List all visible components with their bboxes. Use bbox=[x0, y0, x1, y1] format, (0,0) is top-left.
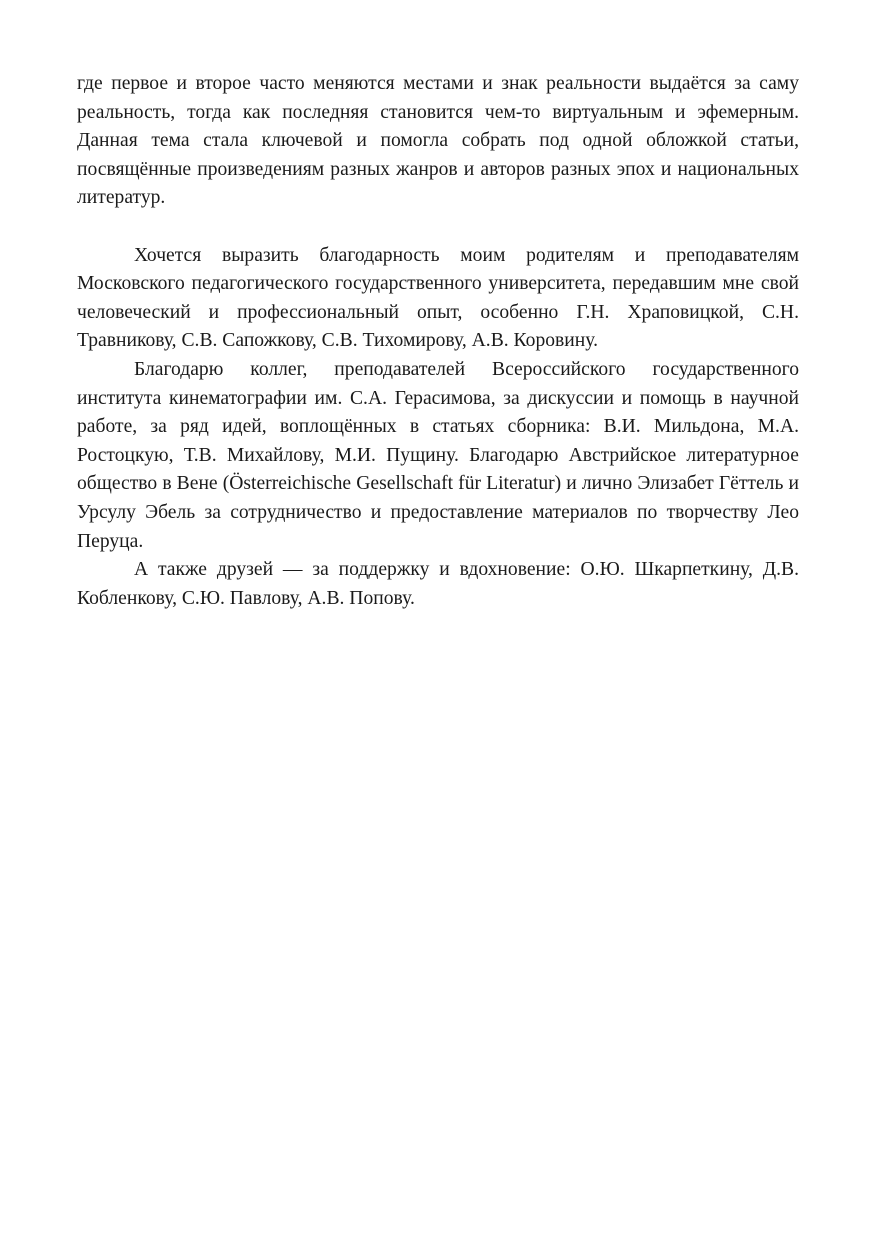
paragraph-spacer bbox=[77, 213, 799, 242]
paragraph-acknowledgement-teachers: Хочется выразить благодарность моим родителям и преподавателям Московского педагогического государственного университета, передавшим мне свой человеческий и профессиональный опыт, особенно Г.Н. Храповицкой, С.Н. Травникову, С.В. Сапожкову, С.В. Тихомирову, А.В. Коровину. bbox=[77, 244, 799, 352]
paragraph-intro-continuation: где первое и второе часто меняются местами и знак реальности выдаётся за саму реальность, тогда как последняя становится чем-то виртуальным и эфемерным. Данная тема стала ключевой и помогла собрать под одной обложкой статьи, посвящённые произведениям разных жанров и авторов разных эпох и национальных литератур. bbox=[77, 73, 799, 209]
paragraph-acknowledgement-friends: А также друзей — за поддержку и вдохновение: О.Ю. Шкарпеткину, Д.В. Кобленкову, С.Ю. Павлову, А.В. Попову. bbox=[77, 559, 799, 609]
document-page bbox=[77, 70, 799, 613]
paragraph-acknowledgement-colleagues: Благодарю коллег, преподавателей Всероссийского государственного института кинематографии им. С.А. Герасимова, за дискуссии и помощь в научной работе, за ряд идей, воплощённых в статьях сборника: В.И. Мильдона, М.А. Ростоцкую, Т.В. Михайлову, М.И. Пущину. Благодарю Австрийское литературное общество в Вене (Österreichische Gesellschaft für Literatur) и лично Элизабет Гёттель и Урсулу Эбель за сотрудничество и предоставление материалов по творчеству Лео Перуца. bbox=[77, 358, 799, 552]
